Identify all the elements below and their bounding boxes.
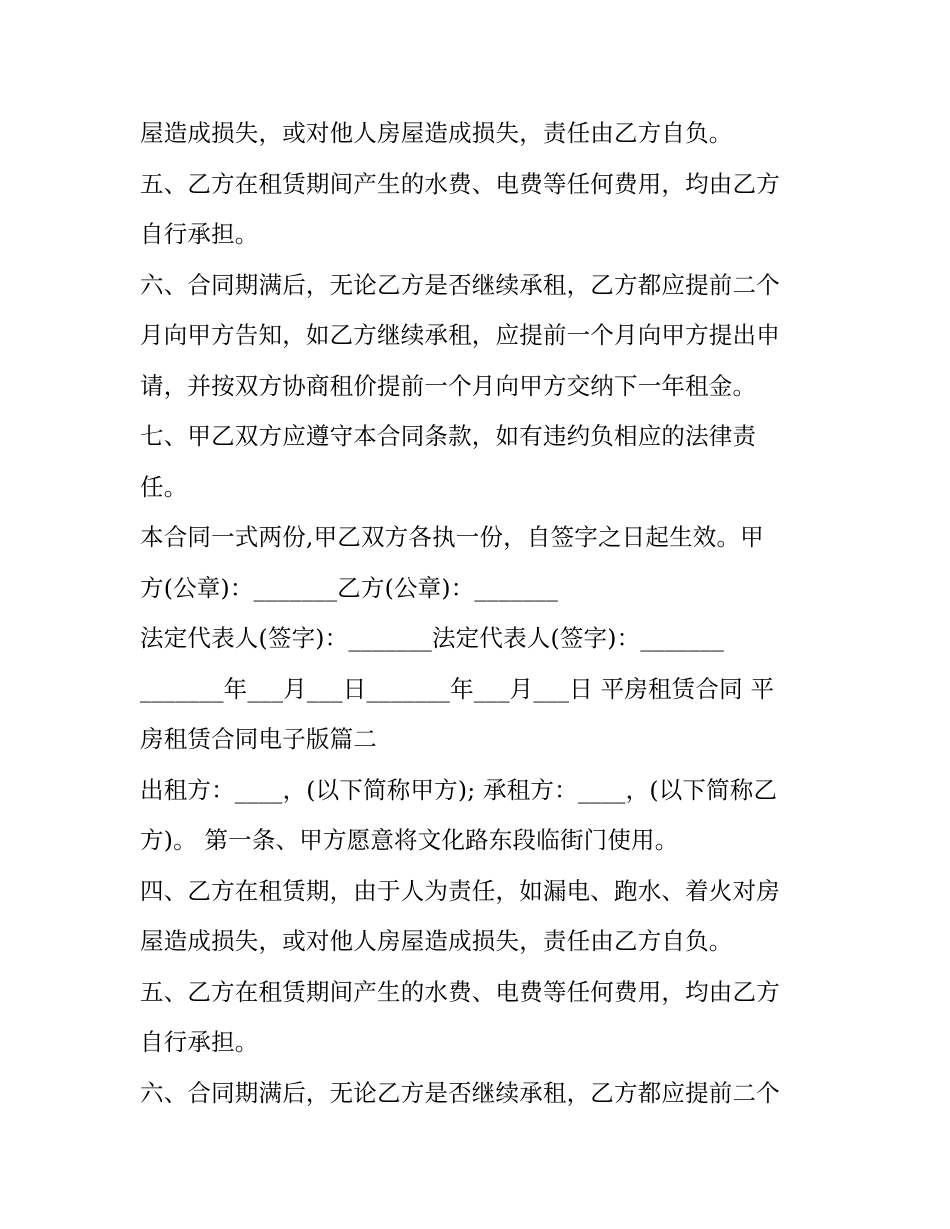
text-line: 月向甲方告知，如乙方继续承租，应提前一个月向甲方提出申 — [140, 321, 780, 349]
text-line: 四、乙方在租赁期，由于人为责任，如漏电、跑水、着火对房 — [140, 876, 780, 905]
text-line: 本合同一式两份,甲乙双方各执一份，自签字之日起生效。甲 — [140, 523, 764, 551]
text-line: 七、甲乙双方应遵守本合同条款，如有违约负相应的法律责 — [140, 422, 757, 450]
signature-line: 法定代表人(签字)：_______法定代表人(签字)：_______ — [140, 624, 724, 652]
text-line: 出租方：____，(以下简称甲方); 承租方：____，(以下简称乙 — [140, 775, 778, 804]
text-line: 六、合同期满后，无论乙方是否继续承租，乙方都应提前二个 — [140, 270, 780, 299]
section-title-line: 房租赁合同电子版篇二 — [140, 725, 377, 753]
text-line: 六、合同期满后，无论乙方是否继续承租，乙方都应提前二个 — [140, 1078, 780, 1107]
date-line: _______年___月___日_______年___月___日 平房租赁合同 平 — [140, 674, 775, 703]
text-line: 屋造成损失，或对他人房屋造成损失，责任由乙方自负。 — [140, 119, 733, 147]
text-line: 任。 — [140, 472, 188, 501]
text-line: 请，并按双方协商租价提前一个月向甲方交纳下一年租金。 — [140, 371, 757, 400]
text-line: 方)。 第一条、甲方愿意将文化路东段临街门使用。 — [140, 826, 679, 854]
text-line: 屋造成损失，或对他人房屋造成损失，责任由乙方自负。 — [140, 927, 733, 955]
signature-line: 方(公章)：_______乙方(公章)：_______ — [140, 573, 559, 602]
text-line: 自行承担。 — [140, 1028, 259, 1056]
text-line: 自行承担。 — [140, 220, 259, 248]
text-line: 五、乙方在租赁期间产生的水费、电费等任何费用，均由乙方 — [140, 977, 780, 1006]
text-line: 五、乙方在租赁期间产生的水费、电费等任何费用，均由乙方 — [140, 169, 780, 198]
document-body — [140, 108, 820, 1118]
